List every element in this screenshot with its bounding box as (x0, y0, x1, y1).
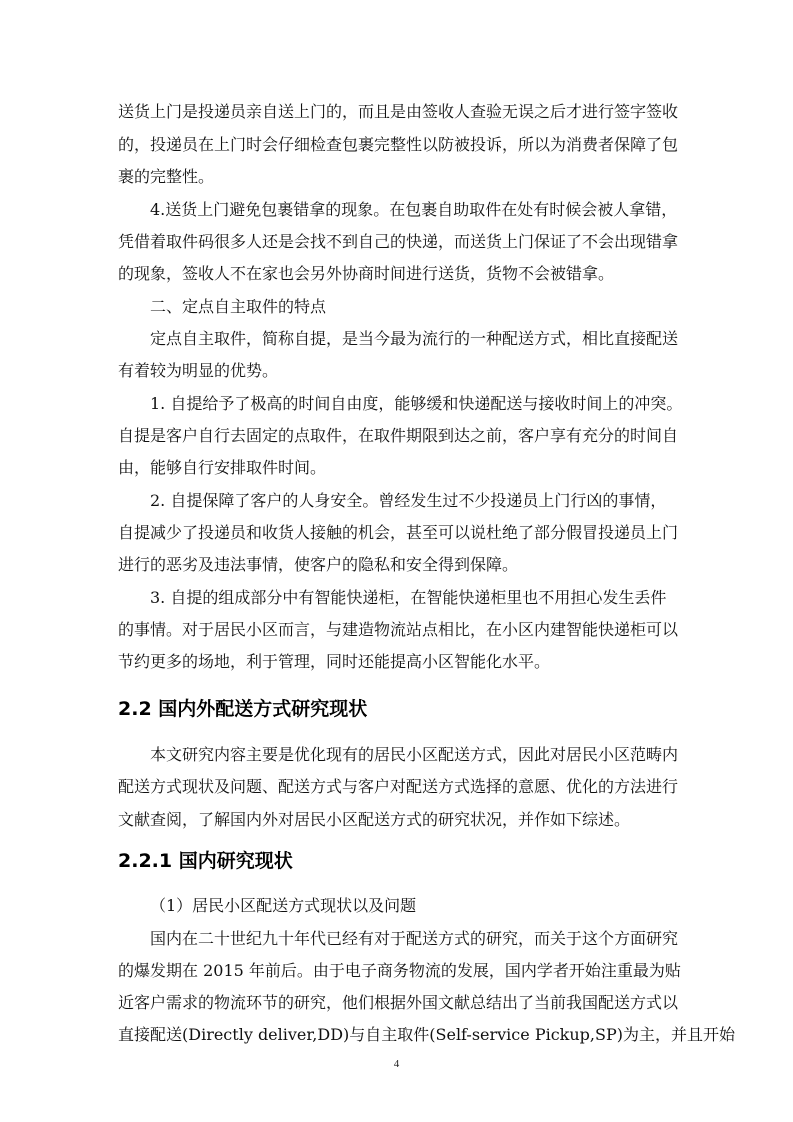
body-line: 的，投递员在上门时会仔细检查包裹完整性以防被投诉，所以为消费者保障了包 (118, 135, 679, 154)
body-line: 由，能够自行安排取件时间。 (118, 458, 327, 477)
body-line: 裹的完整性。 (118, 167, 215, 186)
body-line: 的事情。对于居民小区而言，与建造物流站点相比，在小区内建智能快递柜可以 (118, 620, 679, 639)
body-line: 直接配送(Directly deliver,DD)与自主取件(Self-service Pickup,SP)为主，并且开始 (118, 1025, 735, 1044)
body-line: 3. 自提的组成部分中有智能快递柜，在智能快递柜里也不用担心发生丢件 (150, 588, 667, 607)
subsection-heading: 2.2.1 国内研究现状 (118, 850, 293, 872)
body-line: 节约更多的场地，利于管理，同时还能提高小区智能化水平。 (118, 652, 551, 671)
body-line: 有着较为明显的优势。 (118, 361, 279, 380)
body-line: 配送方式现状及问题、配送方式与客户对配送方式选择的意愿、优化的方法进行 (118, 777, 679, 796)
body-line: 1. 自提给予了极高的时间自由度，能够缓和快递配送与接收时间上的冲突。 (150, 394, 683, 413)
body-line: 的爆发期在 2015 年前后。由于电子商务物流的发展，国内学者开始注重最为贴 (118, 961, 681, 980)
section-heading: 2.2 国内外配送方式研究现状 (118, 698, 368, 720)
body-line: 进行的恶劣及违法事情，使客户的隐私和安全得到保障。 (118, 555, 519, 574)
body-line: 近客户需求的物流环节的研究，他们根据外国文献总结出了当前我国配送方式以 (118, 993, 679, 1012)
body-line: 文献查阅，了解国内外对居民小区配送方式的研究状况，并作如下综述。 (118, 810, 631, 829)
subheading: （1）居民小区配送方式现状以及问题 (150, 896, 417, 915)
body-line: 自提减少了投递员和收货人接触的机会，甚至可以说杜绝了部分假冒投递员上门 (118, 523, 679, 542)
body-line: 凭借着取件码很多人还是会找不到自己的快递，而送货上门保证了不会出现错拿 (118, 232, 679, 251)
body-line: 定点自主取件，简称自提，是当今最为流行的一种配送方式，相比直接配送 (150, 329, 679, 348)
body-line: 的现象，签收人不在家也会另外协商时间进行送货，货物不会被错拿。 (118, 264, 615, 283)
body-line: 国内在二十世纪九十年代已经有对于配送方式的研究，而关于这个方面研究 (150, 929, 679, 948)
page-number: 4 (393, 1058, 400, 1070)
subheading: 二、定点自主取件的特点 (150, 297, 327, 316)
body-line: 本文研究内容主要是优化现有的居民小区配送方式，因此对居民小区范畴内 (150, 745, 679, 764)
body-line: 自提是客户自行去固定的点取件，在取件期限到达之前，客户享有充分的时间自 (118, 426, 679, 445)
body-line: 4.送货上门避免包裹错拿的现象。在包裹自助取件在处有时候会被人拿错， (150, 200, 678, 219)
body-line: 2. 自提保障了客户的人身安全。曾经发生过不少投递员上门行凶的事情， (150, 491, 667, 510)
body-line: 送货上门是投递员亲自送上门的，而且是由签收人查验无误之后才进行签字签收 (118, 102, 679, 121)
